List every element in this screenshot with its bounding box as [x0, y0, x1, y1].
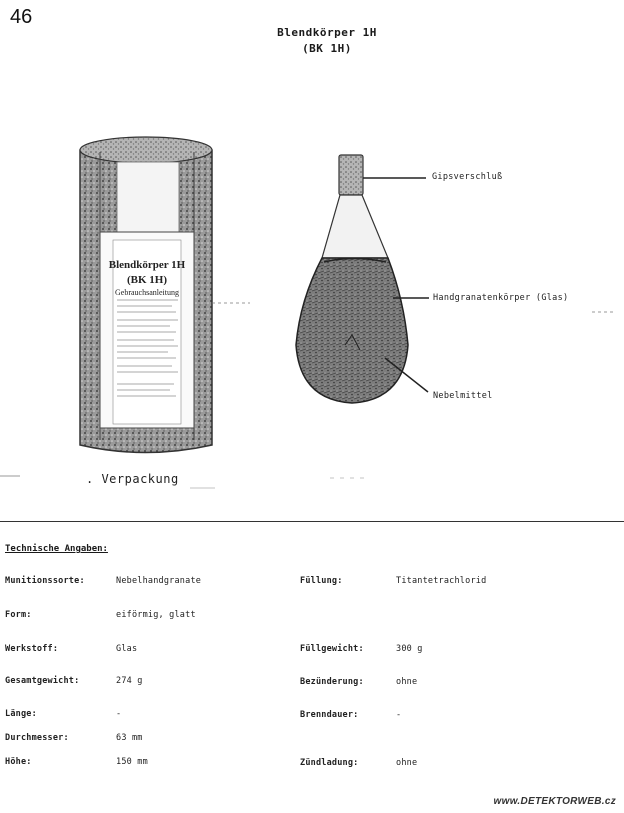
label-agent: Nebelmittel	[433, 391, 493, 401]
package-caption: . Verpackung	[86, 472, 179, 486]
tech-key: Füllgewicht:	[300, 644, 364, 654]
tech-key: Füllung:	[300, 576, 343, 586]
grenade-drawing	[296, 155, 615, 403]
tech-value: ohne	[396, 677, 418, 687]
tech-key: Durchmesser:	[5, 733, 69, 743]
tech-value: 150 mm	[116, 757, 148, 767]
section-divider	[0, 521, 624, 522]
tech-key: Höhe:	[5, 757, 32, 767]
tech-heading: Technische Angaben:	[5, 544, 108, 554]
document-subtitle: (BK 1H)	[302, 42, 352, 55]
tech-key: Form:	[5, 610, 32, 620]
tech-value: Glas	[116, 644, 138, 654]
tech-value: Titantetrachlorid	[396, 576, 487, 586]
package-label-line-1: Blendkörper 1H	[108, 259, 186, 271]
tech-value: -	[116, 709, 122, 719]
tech-value: ohne	[396, 758, 418, 768]
tech-value: 63 mm	[116, 733, 143, 743]
tech-key: Brenndauer:	[300, 710, 359, 720]
package-drawing	[80, 137, 250, 453]
tech-key: Munitionssorte:	[5, 576, 85, 586]
tech-key: Werkstoff:	[5, 644, 59, 654]
tech-value: eiförmig, glatt	[116, 610, 196, 620]
tech-value: -	[396, 710, 402, 720]
tech-key: Länge:	[5, 709, 37, 719]
tech-key: Gesamtgewicht:	[5, 676, 80, 686]
package-label-line-3: Gebrauchsanleitung	[115, 288, 179, 297]
source-credit: www.DETEKTORWEB.cz	[493, 796, 616, 807]
tech-value: 300 g	[396, 644, 423, 654]
label-cap: Gipsverschluß	[432, 172, 503, 182]
tech-key: Zündladung:	[300, 758, 359, 768]
package-label-line-2: (BK 1H)	[126, 274, 168, 286]
document-title: Blendkörper 1H	[277, 26, 377, 39]
page-number: 46	[10, 6, 33, 28]
label-body: Handgranatenkörper (Glas)	[433, 293, 569, 303]
tech-value: Nebelhandgranate	[116, 576, 202, 586]
tech-key: Bezünderung:	[300, 677, 364, 687]
tech-value: 274 g	[116, 676, 143, 686]
